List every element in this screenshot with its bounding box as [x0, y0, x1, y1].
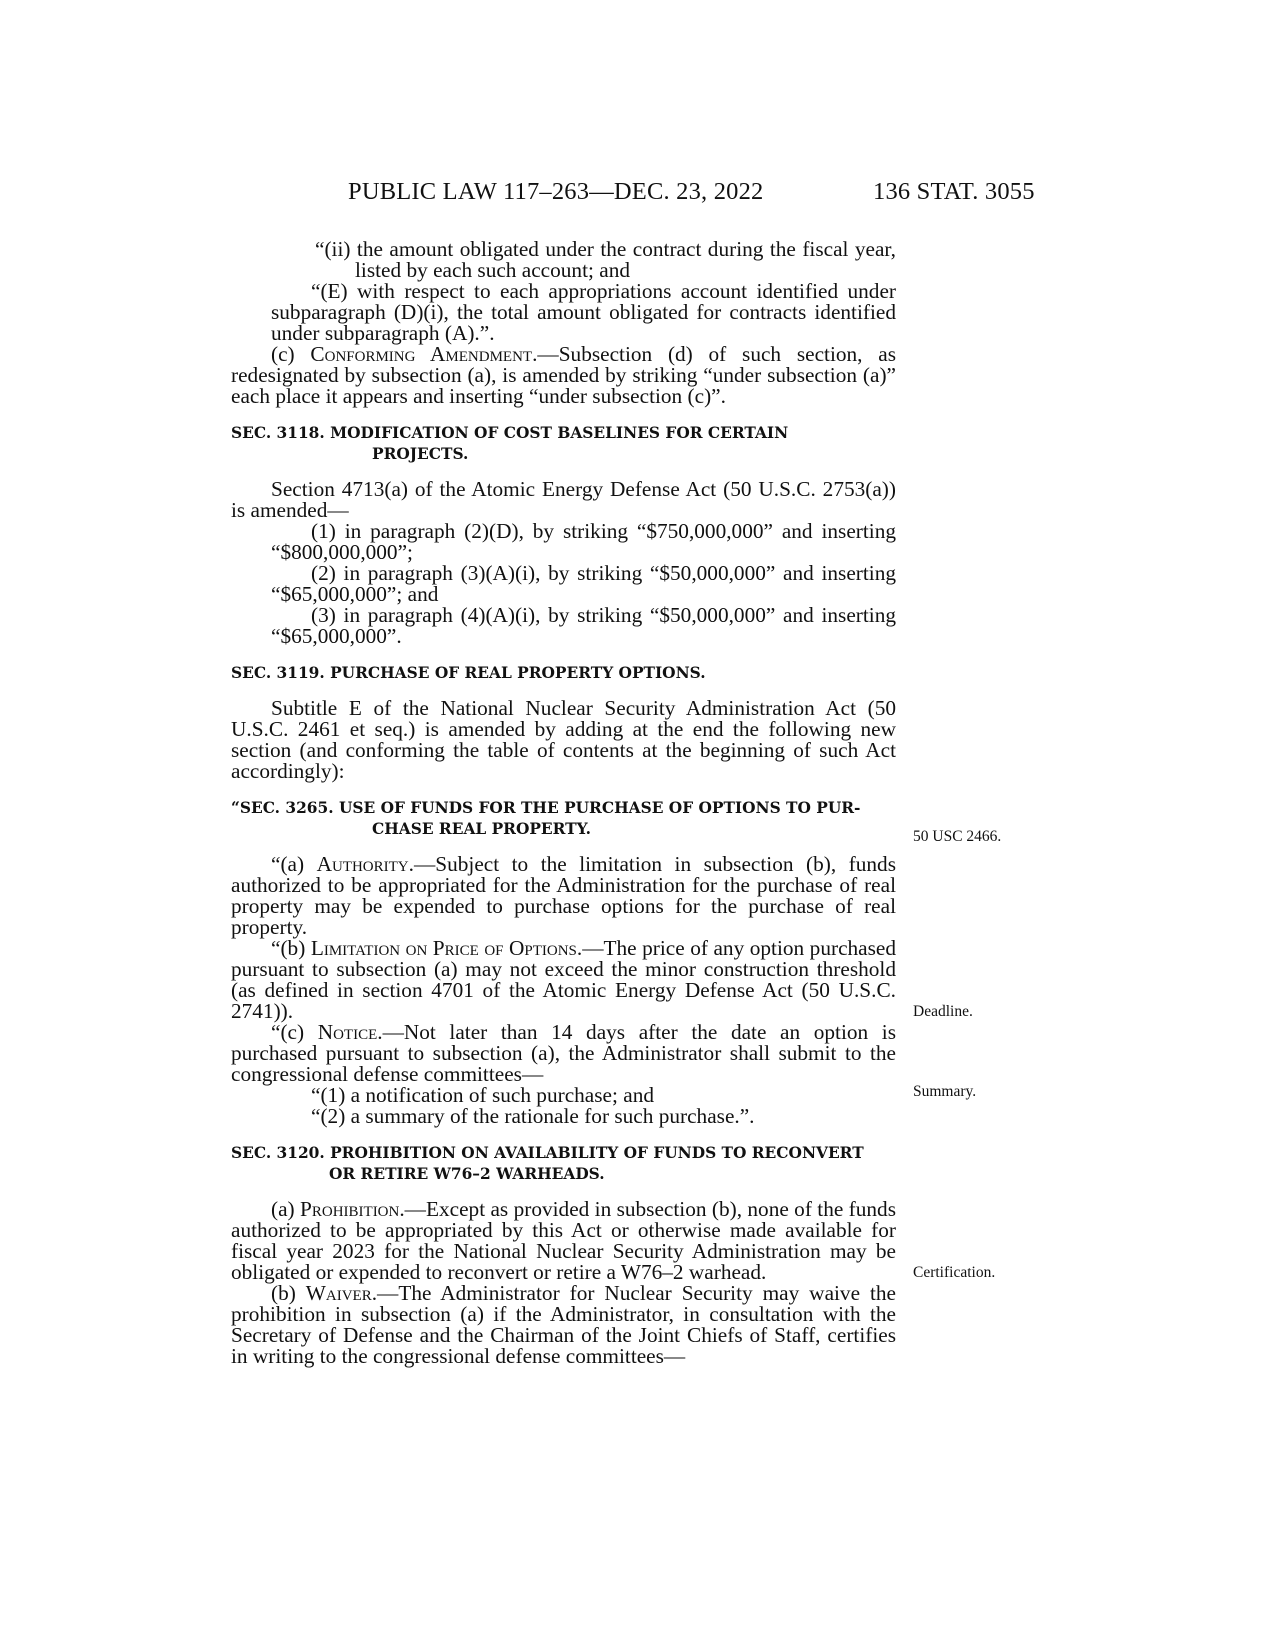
section-heading-line: SEC. 3118. MODIFICATION OF COST BASELINES FOR CERTAIN: [231, 424, 789, 442]
subsection-text: .—The Administrator for Nuclear Security may waive the prohibition in subsection (a) if the Administrator, in consultation with the Secretary of Defense and the Chairman of the Joint Chiefs of Staff, certifies in writing to the congressional defense committees—: [231, 1281, 896, 1368]
margin-note-certification: Certification.: [913, 1264, 996, 1281]
page-header-title: PUBLIC LAW 117–263—DEC. 23, 2022: [348, 178, 764, 205]
section-3265-c-item-2: “(2) a summary of the rationale for such purchase.”.: [311, 1104, 755, 1128]
subsection-lead: (a): [271, 1197, 301, 1221]
section-3118-item-3: (3) in paragraph (4)(A)(i), by striking “$50,000,000” and inserting “$65,000,000”.: [271, 603, 896, 648]
subsection-caption: Conforming Amendment: [310, 342, 533, 366]
section-heading-continuation: CHASE REAL PROPERTY.: [372, 820, 591, 838]
section-3118-item-1: (1) in paragraph (2)(D), by striking “$750,000,000” and inserting “$800,000,000”;: [271, 519, 896, 564]
subsection-caption: Notice: [317, 1020, 378, 1044]
section-3265-heading: [231, 798, 896, 840]
section-heading-continuation: PROJECTS.: [372, 445, 469, 463]
subsection-lead: “(a): [271, 852, 317, 876]
subsection-caption: Waiver: [305, 1281, 372, 1305]
subsection-caption: Prohibition: [300, 1197, 400, 1221]
section-3119-heading: SEC. 3119. PURCHASE OF REAL PROPERTY OPTIONS.: [231, 664, 706, 682]
paragraph-E: “(E) with respect to each appropriations account identified under subparagraph (D)(i), the total amount obligated for contracts identified under subparagraph (A).”.: [271, 279, 896, 345]
section-3265-subsection-c: [231, 1022, 896, 1085]
subsection-c-conforming-amendment: [231, 344, 896, 407]
section-heading-continuation: OR RETIRE W76–2 WARHEADS.: [329, 1165, 605, 1183]
section-3118-heading: [231, 423, 896, 465]
subsection-caption: Limitation on Price of Options: [310, 936, 577, 960]
section-3265-c-item-1: “(1) a notification of such purchase; and: [311, 1083, 654, 1107]
subsection-lead: (b): [271, 1281, 306, 1305]
margin-note-deadline: Deadline.: [913, 1003, 973, 1020]
section-3120-subsection-a: [231, 1199, 896, 1283]
subsection-text: .—Subsection (d) of such section, as redesignated by subsection (a), is amended by striking “under subsection (a)” each place it appears and inserting “under subsection (c)”.: [231, 342, 896, 408]
subsection-text: .—Subject to the limitation in subsection (b), funds authorized to be appropriated for the Administration for the purchase of real property may be expended to purchase options for the purchase of real property.: [231, 852, 896, 939]
subsection-lead: (c): [271, 342, 311, 366]
paragraph-ii: “(ii) the amount obligated under the contract during the fiscal year, listed by each such account; and: [315, 237, 896, 282]
subsection-text: .—Except as provided in subsection (b), none of the funds authorized to be appropriated by this Act or otherwise made available for fiscal year 2023 for the National Nuclear Security Administration may be obligated or expended to reconvert or retire a W76–2 warhead.: [231, 1197, 896, 1284]
section-3118-intro: Section 4713(a) of the Atomic Energy Defense Act (50 U.S.C. 2753(a)) is amended—: [231, 477, 896, 522]
section-heading-line: SEC. 3120. PROHIBITION ON AVAILABILITY OF FUNDS TO RECONVERT: [231, 1144, 864, 1162]
section-3120-heading: [231, 1143, 896, 1185]
section-3265-subsection-b: [231, 938, 896, 1022]
subsection-text: .—Not later than 14 days after the date an option is purchased pursuant to subsection (a), the Administrator shall submit to the congressional defense committees—: [231, 1020, 896, 1086]
margin-note-usc: 50 USC 2466.: [913, 828, 1002, 845]
subsection-lead: “(b): [271, 936, 311, 960]
document-body: [231, 239, 896, 1367]
section-3119-intro: Subtitle E of the National Nuclear Security Administration Act (50 U.S.C. 2461 et seq.) is amended by adding at the end the following new section (and conforming the table of contents at the beginning of such Act accordingly):: [231, 696, 896, 783]
page-header-stat-number: 136 STAT. 3055: [873, 178, 1035, 205]
section-3265-subsection-a: [231, 854, 896, 938]
section-3120-subsection-b: [231, 1283, 896, 1367]
subsection-text: .—The price of any option purchased pursuant to subsection (a) may not exceed the minor construction threshold (as defined in section 4701 of the Atomic Energy Defense Act (50 U.S.C. 2741)).: [231, 936, 897, 1023]
subsection-caption: Authority: [316, 852, 409, 876]
margin-note-summary: Summary.: [913, 1083, 977, 1100]
subsection-lead: “(c): [271, 1020, 318, 1044]
section-heading-line: “SEC. 3265. USE OF FUNDS FOR THE PURCHASE OF OPTIONS TO PUR-: [231, 799, 861, 817]
section-3118-item-2: (2) in paragraph (3)(A)(i), by striking “$50,000,000” and inserting “$65,000,000”; and: [271, 561, 896, 606]
